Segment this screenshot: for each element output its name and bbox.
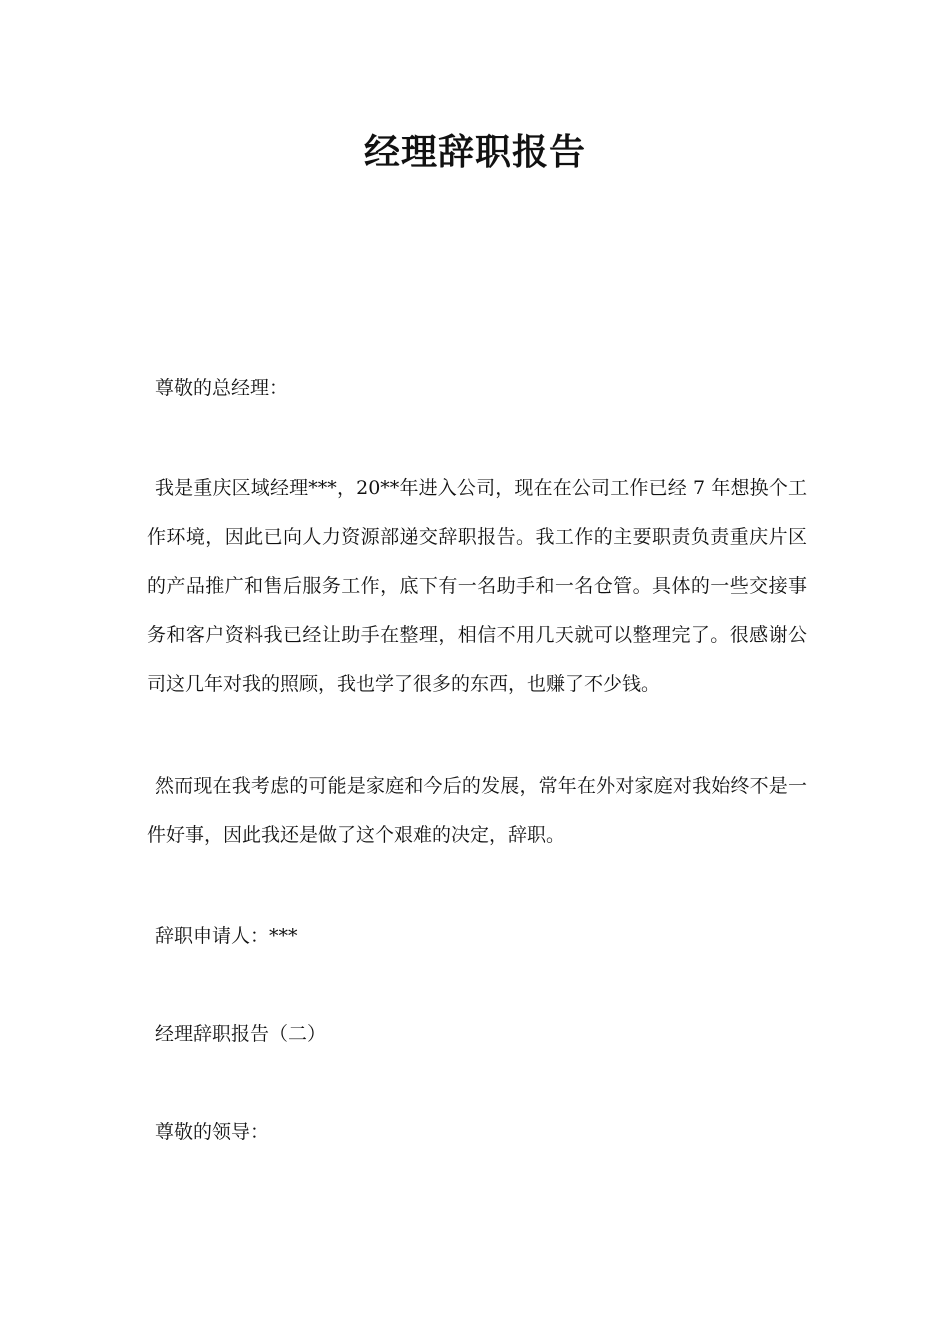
applicant-signature-line: 辞职申请人：***	[155, 925, 298, 947]
body-paragraph-2: 然而现在我考虑的可能是家庭和今后的发展，常年在外对家庭对我始终不是一件好事，因此我还是做了这个艰难的决定，辞职。	[147, 775, 807, 846]
body-paragraph-1: 我是重庆区域经理***，20**年进入公司，现在在公司工作已经 7 年想换个工作环境，因此已向人力资源部递交辞职报告。我工作的主要职责负责重庆片区的产品推广和售后服务工作，底下有一名助手和一名仓管。具体的一些交接事务和客户资料我已经让助手在整理，相信不用几天就可以整理完了。很感谢公司这几年对我的照顾，我也学了很多的东西，也赚了不少钱。	[147, 477, 807, 695]
salutation: 尊敬的总经理：	[155, 377, 289, 399]
document-title: 经理辞职报告	[363, 131, 586, 173]
second-report-title: 经理辞职报告（二）	[155, 1023, 327, 1045]
second-salutation: 尊敬的领导：	[155, 1121, 270, 1143]
